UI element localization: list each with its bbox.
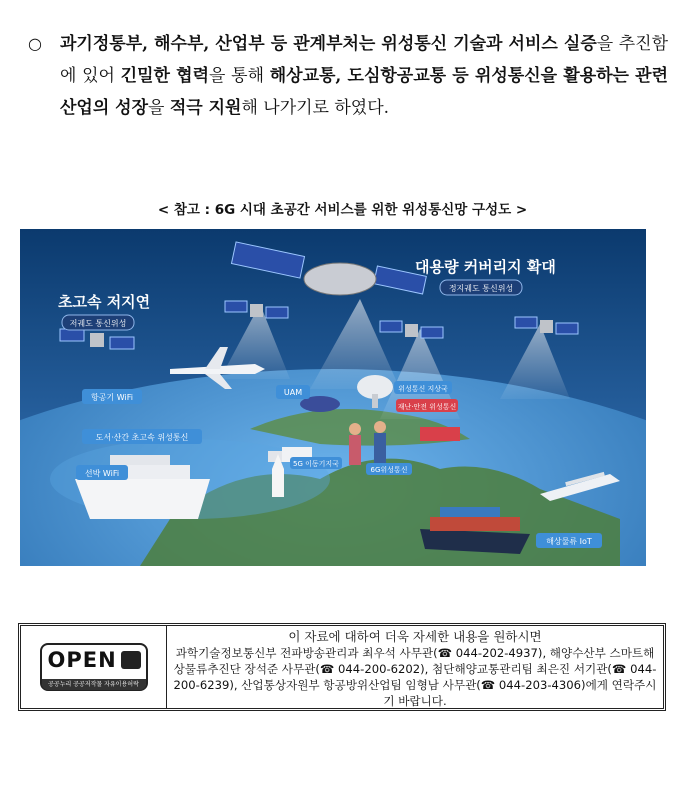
contact-details: 과학기술정보통신부 전파방송관리과 최우석 사무관(☎ 044-202-4937), 해양수산부 스마트해상물류추진단 장석준 사무관(☎ 044-200-6202), 첨단해양교통관리팀 최은진 서기관(☎ 044-200-6239), 산업통상자원부 항공방위산업팀 임형남 사무관(☎ 044-203-4306)에게 연락주시기 바랍니다. xyxy=(173,646,657,708)
license-badge-icon xyxy=(121,651,141,669)
left-subtitle: 저궤도 통신위성 xyxy=(69,319,127,328)
label-6g-satellite: 6G위성통신 xyxy=(370,466,408,474)
figure-caption: < 참고 : 6G 시대 초공간 서비스를 위한 위성통신망 구성도 > xyxy=(157,202,528,218)
label-disaster: 재난·안전 위성통신 xyxy=(397,403,457,411)
open-logo-text: OPEN xyxy=(47,648,117,672)
contact-text xyxy=(167,626,663,708)
paragraph-segment: 해상교통, 도심항공교통 등 위성통신을 활용하는 관련 산업의 성장 xyxy=(60,66,669,118)
contact-box xyxy=(18,623,666,711)
figure-illustration xyxy=(20,229,646,566)
contact-intro: 이 자료에 대하여 더욱 자세한 내용을 원하시면 xyxy=(288,629,542,644)
paragraph-text xyxy=(60,28,668,124)
label-airplane-wifi: 항공기 WiFi xyxy=(91,393,133,402)
paragraph-segment: 을 추진함에 있어 xyxy=(60,34,669,86)
bullet-marker: ○ xyxy=(28,34,42,53)
main-paragraph xyxy=(28,28,668,124)
paragraph-segment: 을 xyxy=(148,98,170,118)
right-title: 대용량 커버리지 확대 xyxy=(415,258,556,276)
label-5g-mobile: 5G 이동기지국 xyxy=(293,460,339,468)
bus-icon xyxy=(420,427,460,441)
label-ship-wifi: 선박 WiFi xyxy=(84,469,120,478)
satellite-network-figure xyxy=(20,229,646,566)
paragraph-segment: 과기정통부, 해수부, 산업부 등 관계부처는 위성통신 기술과 서비스 실증 xyxy=(60,34,597,54)
paragraph-segment: 적극 지원 xyxy=(169,98,242,118)
paragraph-segment: 을 통해 xyxy=(209,66,270,86)
open-license-logo xyxy=(40,643,148,691)
paragraph-segment: 긴밀한 협력 xyxy=(120,66,210,86)
paragraph-segment: 해 나가기로 하였다. xyxy=(241,98,390,118)
label-uam: UAM xyxy=(283,388,303,397)
label-maritime-iot: 해상물류 IoT xyxy=(546,537,592,546)
label-ground-station: 위성통신 지상국 xyxy=(398,385,448,393)
right-subtitle: 정지궤도 통신위성 xyxy=(448,284,514,293)
left-title: 초고속 저지연 xyxy=(58,293,151,311)
open-logo-subtext: 공공누리 공공저작물 자유이용허락 xyxy=(42,679,146,690)
open-license-cell xyxy=(21,626,167,708)
label-island-mountain: 도서·산간 초고속 위성통신 xyxy=(95,433,189,442)
